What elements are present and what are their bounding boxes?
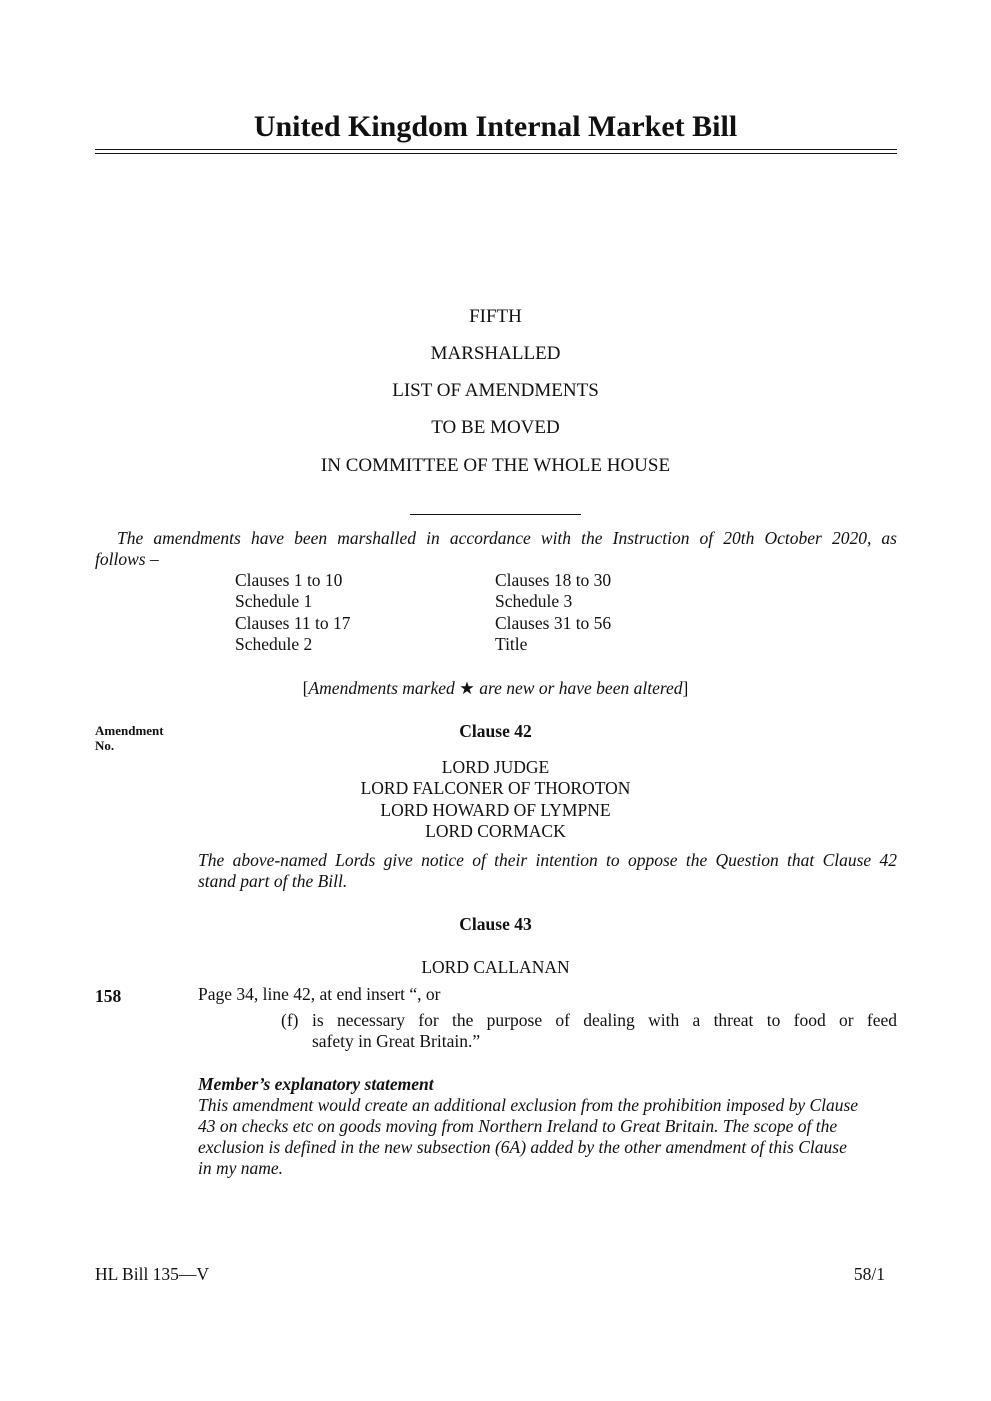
footer-bill-ref: HL Bill 135—V — [95, 1264, 210, 1284]
title-rule-top — [95, 149, 897, 150]
lord-name: LORD CORMACK — [425, 821, 566, 841]
document-title: United Kingdom Internal Market Bill — [253, 110, 738, 143]
order-item: Schedule 3 — [495, 591, 573, 611]
statement-line: 43 on checks etc on goods moving from Northern Ireland to Great Britain. The scope of the — [198, 1116, 838, 1136]
statement-line: This amendment would create an additional exclusion from the prohibition imposed by Clause — [198, 1095, 859, 1115]
order-item: Clauses 1 to 10 — [235, 570, 343, 590]
separator-rule — [410, 514, 581, 515]
amendment-number: 158 — [95, 986, 122, 1006]
star-icon: ★ — [459, 678, 475, 698]
heading-line: LIST OF AMENDMENTS — [392, 380, 599, 401]
bracket: ] — [682, 678, 689, 698]
statement-line: in my name. — [198, 1158, 284, 1178]
order-item: Title — [495, 634, 528, 654]
footer-page-ref: 58/1 — [853, 1264, 885, 1284]
lord-name: LORD FALCONER OF THOROTON — [360, 778, 631, 798]
bracket: [ — [302, 678, 309, 698]
paragraph-label: (f) — [281, 1010, 299, 1030]
lord-name: LORD CALLANAN — [421, 957, 570, 977]
amendment-instruction: Page 34, line 42, at end insert “, or — [198, 984, 441, 1004]
intro-line: follows – — [95, 549, 159, 569]
statement-heading: Member’s explanatory statement — [198, 1074, 434, 1094]
heading-line: IN COMMITTEE OF THE WHOLE HOUSE — [320, 455, 671, 476]
notice-line: The above-named Lords give notice of their intention to oppose the Question that Clause 42 — [198, 850, 897, 870]
label-line: Amendment — [95, 723, 164, 738]
title-rule-bottom — [95, 153, 897, 154]
intro-line: The amendments have been marshalled in accordance with the Instruction of 20th October 2020, as — [117, 528, 897, 548]
clause-heading: Clause 42 — [459, 721, 532, 741]
star-note-text: Amendments marked — [308, 678, 460, 698]
order-item: Clauses 18 to 30 — [495, 570, 612, 590]
order-item: Schedule 1 — [235, 591, 313, 611]
label-line: No. — [95, 738, 115, 753]
heading-line: MARSHALLED — [430, 343, 561, 364]
star-note — [0, 678, 991, 699]
statement-line: exclusion is defined in the new subsection (6A) added by the other amendment of this Clause — [198, 1137, 847, 1157]
notice-line: stand part of the Bill. — [198, 871, 348, 891]
star-note-text: are new or have been altered — [474, 678, 683, 698]
lord-name: LORD JUDGE — [441, 757, 550, 777]
paragraph-text: is necessary for the purpose of dealing with a threat to food or feed — [312, 1010, 897, 1030]
heading-line: FIFTH — [469, 306, 522, 327]
heading-line: TO BE MOVED — [431, 417, 560, 438]
order-item: Schedule 2 — [235, 634, 313, 654]
clause-heading: Clause 43 — [459, 914, 532, 934]
order-item: Clauses 31 to 56 — [495, 613, 612, 633]
order-item: Clauses 11 to 17 — [235, 613, 351, 633]
paragraph-text: safety in Great Britain.” — [312, 1031, 481, 1051]
lord-name: LORD HOWARD OF LYMPNE — [380, 800, 611, 820]
